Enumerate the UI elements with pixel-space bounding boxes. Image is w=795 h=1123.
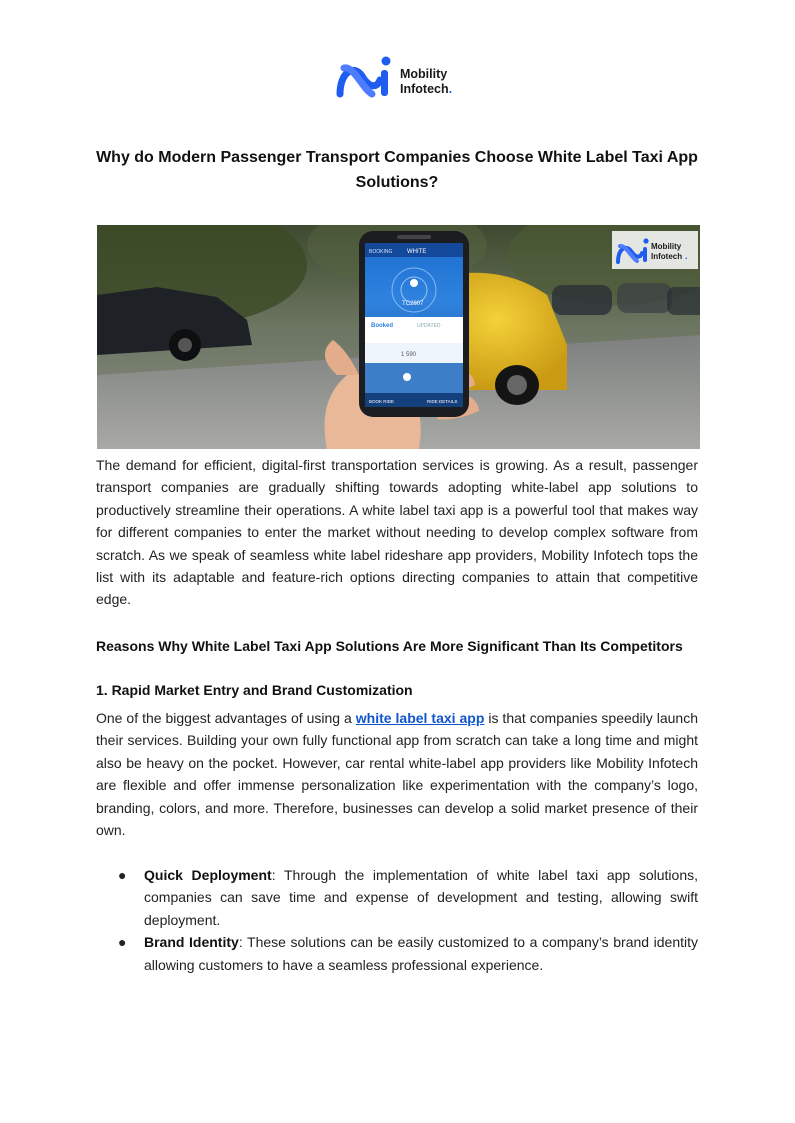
intro-paragraph: The demand for efficient, digital-first transportation services is growing. As a result, passenger transport companies are gradually shifting towards adopting white-label app solutions to productively streamline their operations. A white label taxi app is a powerful tool that makes way for different companies to enter the market without needing to develop complex software from scratch. As we speak of seamless white label rideshare app providers, Mobility Infotech tops the list with its adaptable and feature-rich options directing companies to attain that competitive edge. <box>96 457 698 608</box>
hero-image <box>97 225 700 449</box>
paragraph-text-after: is that companies speedily launch their services. Building your own fully functional app from scratch can take a long time and might also be heavy on the pocket. However, car rental white-label app providers like Mobility Infotech are flexible and offer immense personalization like experimentation with the company’s logo, branding, colors, and more. Therefore, businesses can develop a solid market presence of their own. <box>96 710 698 839</box>
bullet-term: Brand Identity <box>144 934 239 951</box>
bullet-text: : Through the implementation of white label taxi app solutions, companies can save time and expense of development and testing, allowing swift deployment. <box>144 867 698 928</box>
logo-line-1: Mobility <box>400 67 448 81</box>
list-item <box>96 931 698 976</box>
phone-top-left-label: BOOKING <box>369 249 393 255</box>
phone-right-label: UPDATED <box>417 323 441 329</box>
page-title: Why do Modern Passenger Transport Companies Choose White Label Taxi App Solutions? <box>96 149 698 191</box>
bullet-icon: ● <box>118 867 127 883</box>
logo-line-2: Infotech <box>400 82 449 96</box>
logo-dot: . <box>448 82 453 96</box>
mobility-infotech-logo-icon <box>336 54 396 104</box>
bullet-icon: ● <box>118 934 127 951</box>
benefits-list <box>96 864 698 976</box>
phone-center-label: TC2807 <box>402 301 424 307</box>
watermark-line-2: Infotech <box>651 252 683 261</box>
phone-left-label: Booked <box>371 323 394 329</box>
watermark-line-1: Mobility <box>651 242 682 251</box>
bullet-text: : These solutions can be easily customized to a company’s brand identity allowing customers to have a seamless professional experience. <box>144 934 698 973</box>
section-heading: Reasons Why White Label Taxi App Solutions Are More Significant Than Its Competitors <box>96 638 683 654</box>
company-logo <box>336 54 466 104</box>
list-item <box>96 864 698 931</box>
sub-heading: 1. Rapid Market Entry and Brand Customization <box>96 682 413 698</box>
phone-bottom-right-label: RIDE DETAILS <box>427 399 458 404</box>
taxi-app-illustration <box>97 225 700 449</box>
phone-amount: 1 590 <box>401 352 417 358</box>
phone-bottom-left-label: BOOK RIDE <box>369 399 395 404</box>
watermark-dot: . <box>685 251 688 261</box>
phone-top-center-label: WHITE <box>407 249 427 255</box>
market-entry-paragraph <box>96 707 698 841</box>
bullet-term: Quick Deployment <box>144 867 272 883</box>
paragraph-text-before: One of the biggest advantages of using a <box>96 710 356 726</box>
white-label-taxi-app-link[interactable]: white label taxi app <box>355 710 485 726</box>
